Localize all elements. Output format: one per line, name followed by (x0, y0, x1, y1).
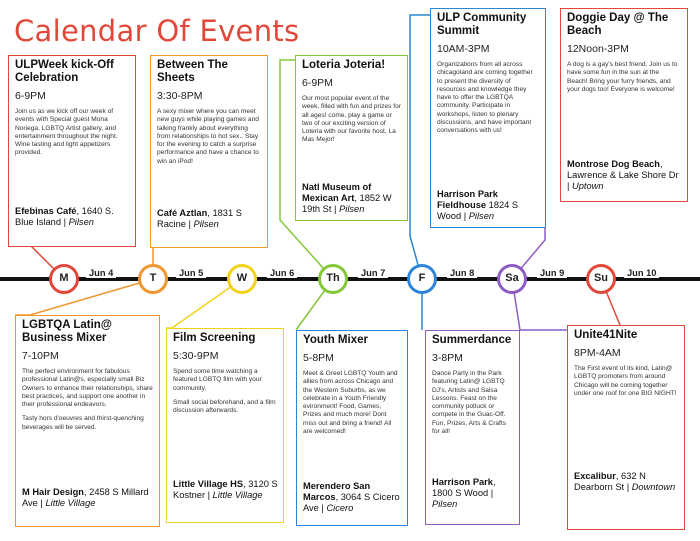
event-description-paragraph: Meet & Greet LGBTQ Youth and allies from across Chicago and the Western Suburbs, as we celebrate in a Youth Friendly evironment! Food, Games, Prizes and much more! Dont miss out and bring a friend! All are welcomed! (303, 370, 398, 436)
event-time: 7-10PM (22, 350, 59, 362)
event-venue: Natl Museum of Mexican Art (302, 182, 372, 203)
event-card (8, 55, 136, 247)
event-time: 3-8PM (432, 352, 463, 364)
event-description (157, 108, 261, 166)
event-title: Summerdance (432, 334, 512, 346)
date-label: Jun 7 (358, 268, 388, 278)
event-title: Between The Sheets (157, 59, 228, 84)
event-title: Unite41Nite (574, 329, 638, 341)
event-description-paragraph: Small social beforehand, and a film discussion afterwards. (173, 398, 276, 415)
event-neighborhood: Little Village (45, 498, 96, 508)
event-description-paragraph: Spend some time watching a featured LGBTQ film with your community. (173, 368, 262, 392)
event-neighborhood: Pilsen (468, 211, 495, 221)
day-circle-tuesday: T (138, 264, 168, 294)
day-circle-wednesday: W (227, 264, 257, 294)
event-venue: Harrison Park (432, 477, 493, 487)
event-description-paragraph: Tasty hors d'oeuvres and thirst-quenching beverages will be served. (22, 415, 144, 431)
event-card (296, 330, 408, 526)
event-description (437, 61, 539, 136)
day-circle-monday: M (49, 264, 79, 294)
event-description-paragraph: Dance Party in the Park featuring Latin@ LGBTQ DJ's, Artists and Salsa Lessons. Feast on the community potluck or compete in the Guac-Off. Fun, Prizes, Arts & Crafts for all! (432, 370, 507, 436)
event-description (173, 368, 277, 415)
event-description (22, 368, 153, 432)
event-address: , 1831 S Racine | (157, 208, 242, 229)
day-circle-sunday: Su (586, 264, 616, 294)
day-circle-thursday: Th (318, 264, 348, 294)
event-location (437, 189, 540, 222)
date-label: Jun 9 (537, 268, 567, 278)
event-time: 5:30-9PM (173, 350, 219, 362)
event-description (15, 108, 129, 158)
event-title: LGBTQA Latin@ Business Mixer (22, 319, 113, 344)
event-neighborhood: Cicero (326, 503, 354, 513)
event-address: 1824 S Wood | (437, 200, 519, 221)
event-venue: Little Village HS (173, 479, 244, 489)
date-label: Jun 4 (86, 268, 116, 278)
event-location (432, 477, 514, 510)
event-description-paragraph: Join us as we kick off our week of events with Special guest Mona Noriega, LGBTQ Artist gallery, and entertainment throughout the night. Wine tasting and light appetizers provided. (15, 108, 118, 157)
event-title: ULP Community Summit (437, 12, 527, 37)
event-neighborhood: Downtown (631, 482, 676, 492)
event-address: , 1800 S Wood | (432, 477, 496, 498)
event-time: 8PM-4AM (574, 347, 621, 359)
event-time: 5-8PM (303, 352, 334, 364)
event-location (157, 208, 262, 230)
event-description (432, 370, 513, 436)
event-venue: Excalibur (574, 471, 616, 481)
day-circle-saturday: Sa (497, 264, 527, 294)
event-location (302, 182, 402, 215)
event-venue: Efebinas Café (15, 206, 77, 216)
event-neighborhood: Little Village (212, 490, 263, 500)
event-description-paragraph: The First event of its kind, Latin@ LGBTQ promoters from around Chicago will be coming together under one roof for one BIG NIGHT! (574, 365, 677, 397)
event-address: , 3120 S Kostner | (173, 479, 278, 500)
event-venue: Harrison Park Fieldhouse (437, 189, 498, 210)
event-time: 3:30-8PM (157, 90, 203, 102)
event-card (15, 315, 160, 527)
event-venue: M Hair Design (22, 487, 84, 497)
event-venue: Café Aztlan (157, 208, 208, 218)
event-description (302, 95, 401, 145)
event-neighborhood: Pilsen (339, 204, 365, 214)
event-card (150, 55, 268, 248)
event-description-paragraph: The perfect environment for fabulous professional Latin@s, especially small Biz Owners to enhance their relationships, share best practices, and support one another in their professional endeavors. (22, 368, 153, 409)
event-location (173, 479, 278, 501)
event-title: Doggie Day @ The Beach (567, 12, 669, 37)
event-address: , 1640 S. Blue Island | (15, 206, 114, 227)
event-time: 6-9PM (302, 77, 333, 89)
event-address: , 632 N Dearborn St | (574, 471, 646, 492)
event-card (560, 8, 688, 202)
event-card (295, 55, 408, 221)
event-venue: Merendero San Marcos (303, 481, 371, 502)
event-address: , 1852 W 19th St | (302, 193, 392, 214)
event-location (567, 159, 682, 192)
date-label: Jun 10 (624, 268, 659, 278)
event-title: Film Screening (173, 332, 256, 344)
event-description (303, 370, 401, 436)
connector-t-bottom (15, 279, 153, 315)
event-neighborhood: Pilsen (193, 219, 219, 229)
event-location (303, 481, 402, 514)
event-title: Youth Mixer (303, 334, 368, 346)
date-label: Jun 5 (176, 268, 206, 278)
event-description (574, 365, 678, 398)
event-location (15, 206, 130, 228)
date-label: Jun 6 (267, 268, 297, 278)
event-description-paragraph: Our most popular event of the week, filled with fun and prizes for all ages! come, play a game or two of our exciting version of Loteria with our favorite host, La Mas Mejor! (302, 95, 401, 144)
event-card (430, 8, 546, 228)
event-neighborhood: Uptown (572, 181, 604, 191)
event-title: Loteria Joteria! (302, 59, 386, 71)
day-circle-friday: F (407, 264, 437, 294)
event-address: , 3064 S Cicero Ave | (303, 492, 400, 513)
event-time: 10AM-3PM (437, 43, 490, 55)
event-title: ULPWeek kick-Off Celebration (15, 59, 114, 84)
event-location (574, 471, 679, 493)
event-description-paragraph: Organizations from all across chicagoland are coming together to present the diversity of resources and knowledge they have to offer the LGBTQA community. Participate in workshops, listen to plenary discussions, and have important conversations with us! (437, 61, 533, 135)
event-card (567, 325, 685, 530)
date-label: Jun 8 (447, 268, 477, 278)
event-address: , 2458 S Millard Ave | (22, 487, 149, 508)
page-title: Calendar Of Events (14, 14, 300, 48)
event-description-paragraph: A sexy mixer where you can meet new guys while playing games and talking frankly about everything from relationships to hot sex.. Stay for the evening to catch a surprise performance and have a chance to win an iPod! (157, 108, 259, 165)
event-venue: Montrose Dog Beach (567, 159, 660, 169)
event-location (22, 487, 154, 509)
event-description-paragraph: A dog is a gay's best friend. Join us to have some fun in the sun at the Beach! Bring your furry friends, and your dogs too! Everyone is welcome! (567, 61, 678, 93)
event-neighborhood: Pilsen (432, 499, 458, 509)
event-description (567, 61, 681, 94)
event-card (425, 330, 520, 525)
event-time: 6-9PM (15, 90, 46, 102)
event-card (166, 328, 284, 523)
connector-f (410, 15, 430, 279)
event-neighborhood: Pilsen (68, 217, 94, 227)
event-time: 12Noon-3PM (567, 43, 629, 55)
event-address: , Lawrence & Lake Shore Dr | (567, 159, 679, 191)
